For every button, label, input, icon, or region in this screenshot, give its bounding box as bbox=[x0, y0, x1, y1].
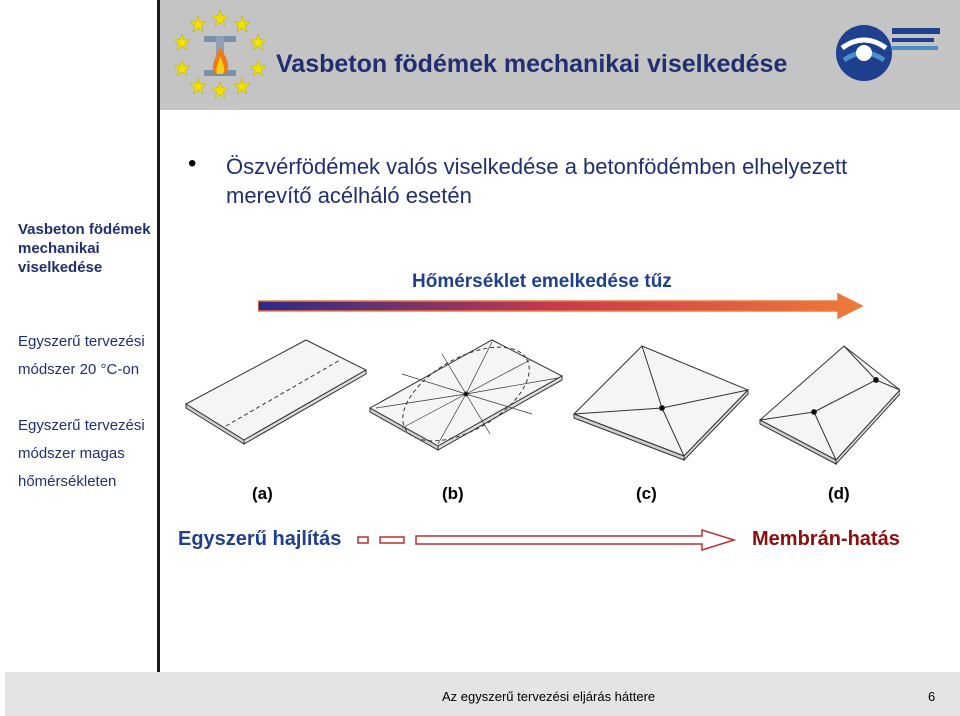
bullet-marker: • bbox=[188, 150, 197, 177]
panel-label-c: (c) bbox=[636, 484, 657, 503]
sidebar-item-design-20c[interactable]: Egyszerű tervezési módszer 20 °C-on bbox=[18, 333, 145, 378]
temperature-label: Hőmérséklet emelkedése tűz bbox=[412, 271, 672, 292]
page-number: 6 bbox=[928, 689, 936, 704]
panel-label-d: (d) bbox=[828, 484, 850, 503]
sidebar-title: Vasbeton födémek mechanikai viselkedése bbox=[18, 221, 151, 276]
panel-label-b: (b) bbox=[442, 484, 464, 503]
simple-bending-label: Egyszerű hajlítás bbox=[178, 528, 342, 550]
sidebar-item-design-high-temp[interactable]: Egyszerű tervezési módszer magas hőmérsékleten bbox=[18, 417, 145, 490]
page-title: Vasbeton födémek mechanikai viselkedése bbox=[276, 50, 788, 78]
footer-text: Az egyszerű tervezési eljárás háttere bbox=[442, 689, 656, 704]
bending-to-membrane-arrow-icon bbox=[356, 528, 740, 554]
research-fund-logo-icon bbox=[832, 18, 944, 88]
eu-fire-logo-icon bbox=[174, 8, 266, 100]
slab-behaviour-diagrams bbox=[180, 332, 900, 472]
bullet-text: Öszvérfödémek valós viselkedése a betonfödémben elhelyezett merevítő acélháló esetén bbox=[226, 154, 848, 208]
membrane-action-label: Membrán-hatás bbox=[752, 528, 900, 550]
temperature-arrow-icon bbox=[258, 292, 868, 320]
panel-label-a: (a) bbox=[252, 484, 273, 503]
